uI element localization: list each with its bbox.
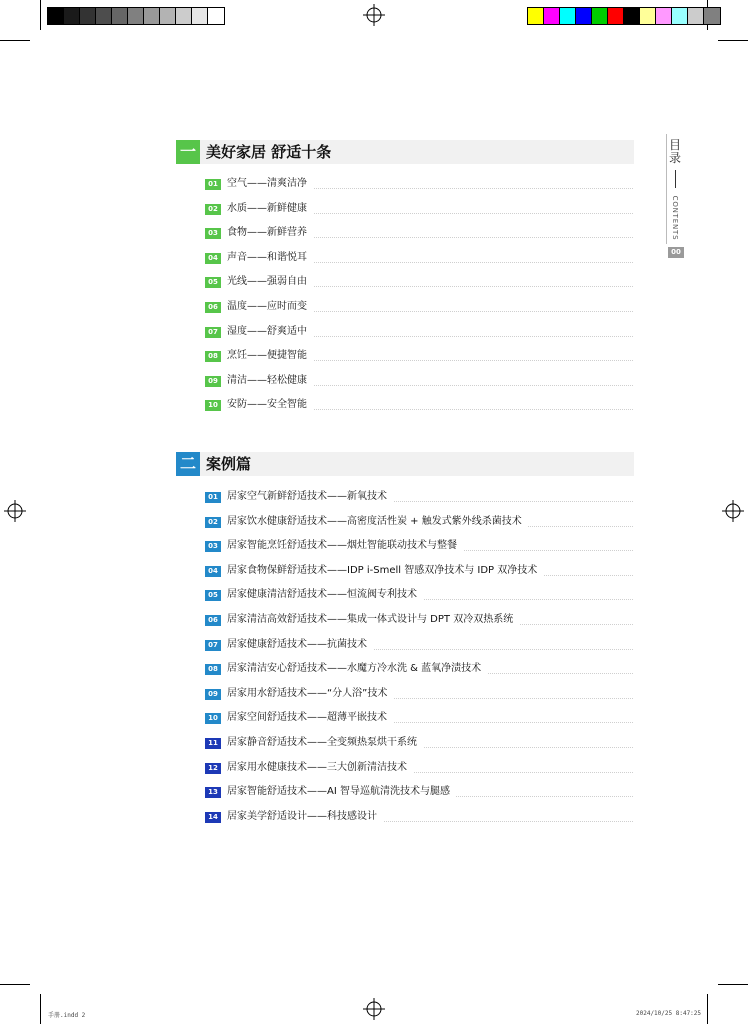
toc-entry[interactable] <box>205 375 633 389</box>
contents-title: 目录 <box>668 138 681 165</box>
toc-entry[interactable] <box>205 737 633 751</box>
gray-calibration-bar <box>47 7 225 25</box>
swatch <box>656 8 672 24</box>
entry-title: 水质——新鲜健康 <box>227 202 313 216</box>
entry-title: 空气——清爽洁净 <box>227 177 313 191</box>
entry-title: 烹饪——便捷智能 <box>227 349 313 363</box>
toc-entry[interactable] <box>205 688 633 702</box>
entry-number-badge: 11 <box>205 738 221 749</box>
toc-entry[interactable] <box>205 639 633 653</box>
toc-entry[interactable] <box>205 614 633 628</box>
entry-title: 居家健康舒适技术——抗菌技术 <box>227 638 373 652</box>
entry-title: 居家智能烹饪舒适技术——烟灶智能联动技术与整餐 <box>227 539 463 553</box>
entry-number-badge: 08 <box>205 351 221 362</box>
entry-number-badge: 09 <box>205 376 221 387</box>
swatch <box>608 8 624 24</box>
footer-file-name: 手册.indd 2 <box>48 1012 86 1019</box>
entry-number-badge: 06 <box>205 615 221 626</box>
section-title: 美好家居 舒适十条 <box>206 143 332 161</box>
section-header-2 <box>176 452 634 476</box>
swatch <box>528 8 544 24</box>
toc-entry[interactable] <box>205 301 633 315</box>
color-calibration-bar <box>527 7 721 25</box>
entry-number-badge: 05 <box>205 590 221 601</box>
entry-number-badge: 10 <box>205 713 221 724</box>
swatch <box>688 8 704 24</box>
toc-entry[interactable] <box>205 712 633 726</box>
swatch <box>672 8 688 24</box>
entry-title: 居家智能舒适技术——AI 智导巡航清洗技术与腿感 <box>227 785 456 799</box>
swatch <box>192 8 208 24</box>
swatch <box>544 8 560 24</box>
entry-title: 湿度——舒爽适中 <box>227 325 313 339</box>
swatch <box>640 8 656 24</box>
swatch <box>624 8 640 24</box>
entry-title: 居家健康清洁舒适技术——恒流阀专利技术 <box>227 588 423 602</box>
entry-title: 清洁——轻松健康 <box>227 374 313 388</box>
entry-number-badge: 13 <box>205 787 221 798</box>
entry-number-badge: 03 <box>205 541 221 552</box>
swatch <box>80 8 96 24</box>
toc-entry[interactable] <box>205 786 633 800</box>
entry-title: 居家饮水健康舒适技术——高密度活性炭 + 触发式紫外线杀菌技术 <box>227 515 528 529</box>
swatch <box>560 8 576 24</box>
entry-title: 居家清洁高效舒适技术——集成一体式设计与 DPT 双冷双热系统 <box>227 613 519 627</box>
contents-subtitle-wrap <box>668 190 682 246</box>
swatch <box>160 8 176 24</box>
toc-entry[interactable] <box>205 178 633 192</box>
swatch <box>576 8 592 24</box>
entry-number-badge: 12 <box>205 763 221 774</box>
registration-mark-right <box>722 500 744 522</box>
entry-title: 居家清洁安心舒适技术——水魔方冷水洗 & 蓝氧净渍技术 <box>227 662 487 676</box>
toc-entry[interactable] <box>205 326 633 340</box>
section-header-1 <box>176 140 634 164</box>
toc-entry[interactable] <box>205 252 633 266</box>
swatch <box>592 8 608 24</box>
toc-entry[interactable] <box>205 540 633 554</box>
entry-title: 安防——安全智能 <box>227 398 313 412</box>
swatch <box>96 8 112 24</box>
entry-title: 居家用水舒适技术——“分人浴”技术 <box>227 687 393 701</box>
toc-entry[interactable] <box>205 565 633 579</box>
entry-number-badge: 07 <box>205 327 221 338</box>
entry-number-badge: 08 <box>205 664 221 675</box>
footer-timestamp: 2024/10/25 8:47:25 <box>636 1010 702 1017</box>
section-number-badge: 一 <box>176 140 200 164</box>
registration-mark-top <box>363 4 385 26</box>
entry-number-badge: 01 <box>205 492 221 503</box>
registration-mark-bottom <box>363 998 385 1020</box>
toc-entry[interactable] <box>205 516 633 530</box>
entry-title: 居家空气新鲜舒适技术——新氧技术 <box>227 490 393 504</box>
entry-number-badge: 01 <box>205 179 221 190</box>
swatch <box>144 8 160 24</box>
swatch <box>48 8 64 24</box>
swatch <box>112 8 128 24</box>
swatch <box>208 8 224 24</box>
side-divider <box>666 134 667 244</box>
section-number-badge: 二 <box>176 452 200 476</box>
toc-entry[interactable] <box>205 811 633 825</box>
entry-title: 居家空间舒适技术——超薄平嵌技术 <box>227 711 393 725</box>
swatch <box>176 8 192 24</box>
toc-entry[interactable] <box>205 203 633 217</box>
entry-title: 食物——新鲜营养 <box>227 226 313 240</box>
entry-number-badge: 07 <box>205 640 221 651</box>
registration-mark-left <box>4 500 26 522</box>
swatch <box>128 8 144 24</box>
entry-number-badge: 05 <box>205 277 221 288</box>
entry-title: 居家用水健康技术——三大创新清洁技术 <box>227 761 413 775</box>
entry-title: 居家静音舒适技术——全变频热泵烘干系统 <box>227 736 423 750</box>
entry-number-badge: 02 <box>205 517 221 528</box>
page-number-badge: 00 <box>668 247 684 258</box>
contents-subtitle: CONTENTS <box>671 195 679 241</box>
toc-entry[interactable] <box>205 762 633 776</box>
entry-title: 光线——强弱自由 <box>227 275 313 289</box>
entry-number-badge: 02 <box>205 204 221 215</box>
entry-number-badge: 06 <box>205 302 221 313</box>
section-title: 案例篇 <box>206 455 252 473</box>
toc-entry[interactable] <box>205 589 633 603</box>
side-dash <box>675 170 676 188</box>
entry-number-badge: 04 <box>205 253 221 264</box>
entry-number-badge: 09 <box>205 689 221 700</box>
toc-entry[interactable] <box>205 276 633 290</box>
toc-entry[interactable] <box>205 663 633 677</box>
entry-number-badge: 14 <box>205 812 221 823</box>
toc-entry[interactable] <box>205 399 633 413</box>
entry-title: 居家美学舒适设计——科技感设计 <box>227 810 383 824</box>
entry-title: 居家食物保鲜舒适技术——IDP i-Smell 智感双净技术与 IDP 双净技术 <box>227 564 543 578</box>
swatch <box>704 8 720 24</box>
entry-title: 声音——和谐悦耳 <box>227 251 313 265</box>
entry-number-badge: 04 <box>205 566 221 577</box>
toc-entry[interactable] <box>205 491 633 505</box>
swatch <box>64 8 80 24</box>
toc-entry[interactable] <box>205 350 633 364</box>
entry-number-badge: 10 <box>205 400 221 411</box>
entry-title: 温度——应时而变 <box>227 300 313 314</box>
entry-number-badge: 03 <box>205 228 221 239</box>
toc-entry[interactable] <box>205 227 633 241</box>
